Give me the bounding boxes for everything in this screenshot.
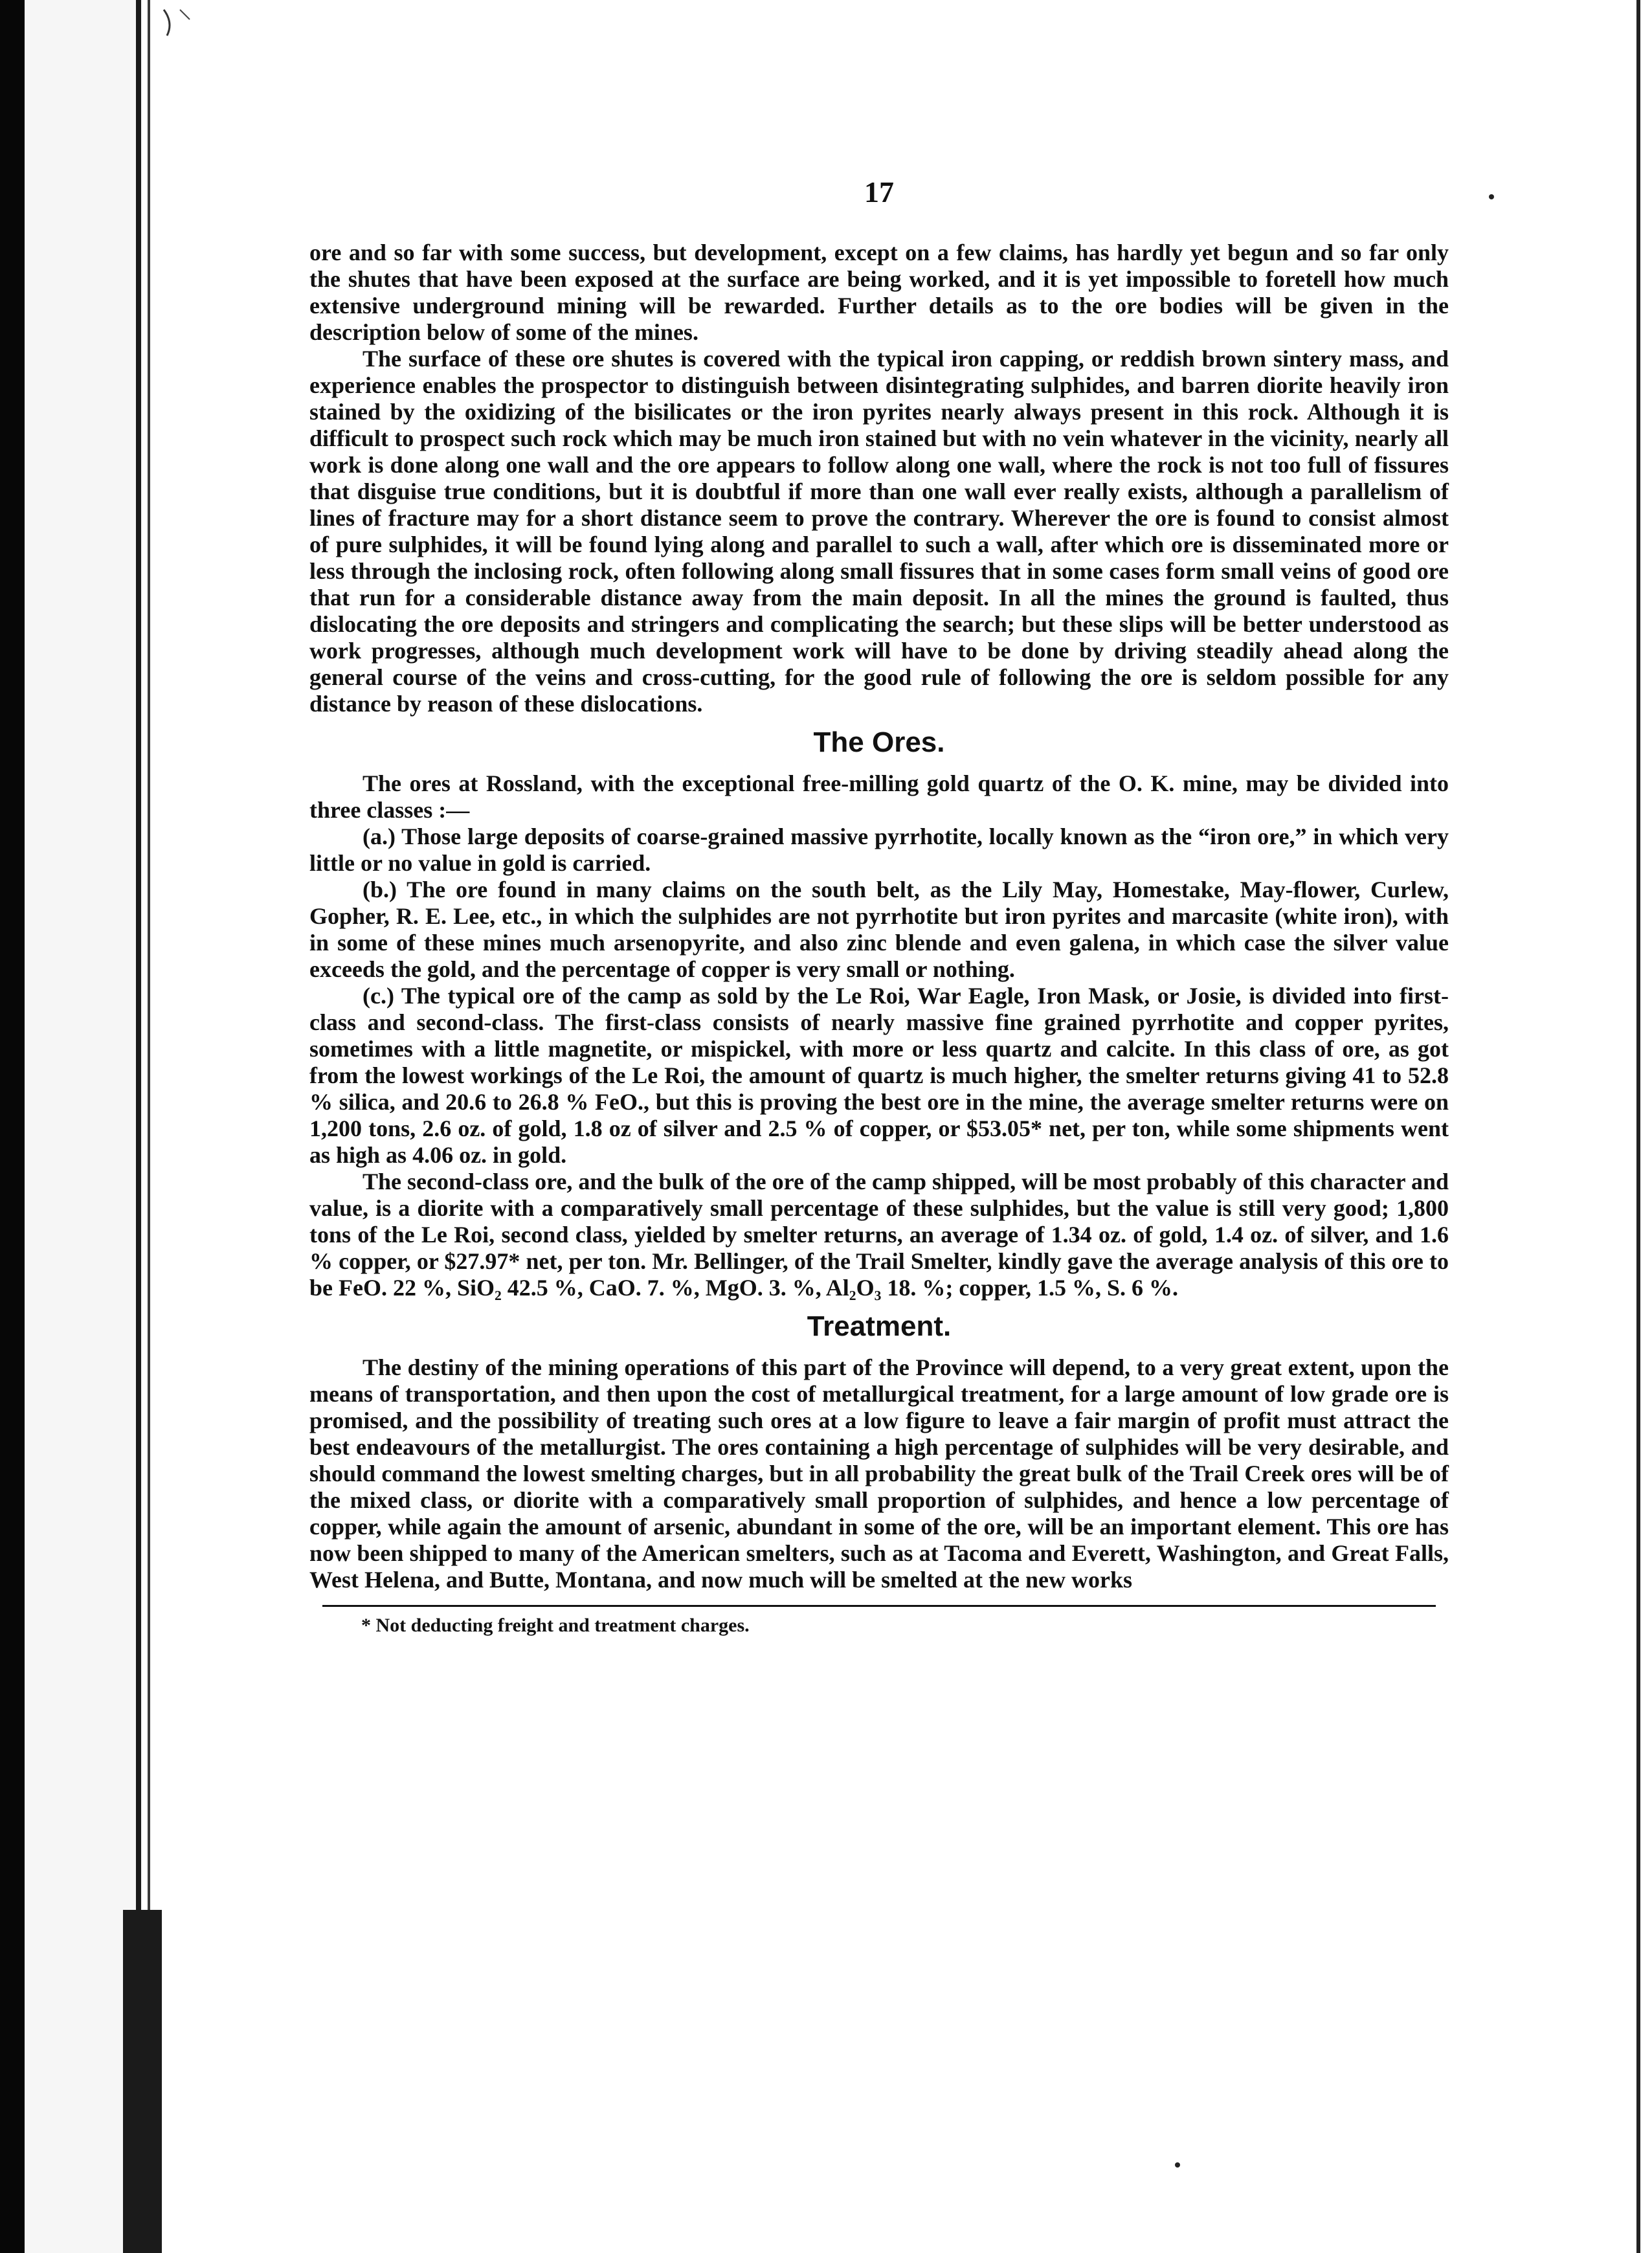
paragraph: (c.) The typical ore of the camp as sold by the Le Roi, War Eagle, Iron Mask, or Josie, is divided into first-class and second-class. The first-class consists of nearly massive fine grained pyrrhotite and copper pyrites, sometimes with a little magnetite, or mispickel, with more or less quartz and calcite. In this class of ore, as got from the lowest workings of the Le Roi, the amount of quartz is much higher, the smelter returns giving 41 to 52.8 % silica, and 20.6 to 26.8 % FeO., but this is proving the best ore in the mine, the average smelter returns were on 1,200 tons, 2.6 oz. of gold, 1.8 oz of silver and 2.5 % of copper, or $53.05* net, per ton, while some shipments went as high as 4.06 oz. in gold. [309,983,1449,1168]
left-dark-edge [0,0,25,2253]
page-body [309,175,1449,1637]
footnote-rule [322,1605,1436,1607]
paragraph: (a.) Those large deposits of coarse-grained massive pyrrhotite, locally known as the “iron ore,” in which very little or no value in gold is carried. [309,824,1449,876]
scan-mark-icon [161,6,199,39]
binding-shadow [123,1910,162,2253]
footnote: * Not deducting freight and treatment charges. [361,1615,750,1636]
page-number: 17 [864,175,894,208]
paragraph: The destiny of the mining operations of this part of the Province will depend, to a very great extent, upon the means of transportation, and then upon the cost of metallurgical treatment, for a large amount of low grade ore is promised, and the possibility of treating such ores at a low figure to leave a fair margin of profit must attract the best endeavours of the metallurgist. The ores containing a high percentage of sulphides will be very desirable, and should command the lowest smelting charges, but in all probability the great bulk of the Trail Creek ores will be of the mixed class, or diorite with a comparatively small proportion of sulphides, and hence a low percentage of copper, while again the amount of arsenic, abundant in some of the ore, will be an important element. This ore has now been shipped to many of the American smelters, such as at Tacoma and Everett, Washington, and Great Falls, West Helena, and Butte, Montana, and now much will be smelted at the new works [309,1354,1449,1593]
scan-speck [1175,2162,1180,2168]
section-heading-treatment: Treatment. [807,1310,952,1342]
paragraph: The ores at Rossland, with the exceptional free-milling gold quartz of the O. K. mine, may be divided into three classes :— [309,770,1449,823]
paragraph: (b.) The ore found in many claims on the south belt, as the Lily May, Homestake, May-flower, Curlew, Gopher, R. E. Lee, etc., in which the sulphides are not pyrrhotite but iron pyrites and marcasite (white iron), with in some of these mines much arsenopyrite, and also zinc blende and even galena, in which case the silver value exceeds the gold, and the percentage of copper is very small or nothing. [309,877,1449,982]
scan-speck [1489,194,1494,199]
paragraph: The surface of these ore shutes is covered with the typical iron capping, or reddish brown sintery mass, and experience enables the prospector to distinguish between disintegrating sulphides, and barren diorite heavily iron stained by the oxidizing of the bisilicates or the iron pyrites nearly always present in this rock. Although it is difficult to prospect such rock which may be much iron stained but with no vein whatever in the vicinity, nearly all work is done along one wall and the ore appears to follow along one wall, where the rock is not too full of fissures that disguise true conditions, but it is doubtful if more than one wall ever really exists, although a parallelism of lines of fracture may for a short distance seem to prove the contrary. Wherever the ore is found to consist almost of pure sulphides, it will be found lying along and parallel to such a wall, after which ore is disseminated more or less through the inclosing rock, often following along small fissures that in some cases form small veins of good ore that run for a considerable distance away from the main deposit. In all the mines the ground is faulted, thus dislocating the ore deposits and stringers and complicating the search; but these slips will be better understood as work progresses, although much development work will have to be done by driving steadily ahead along the general course of the veins and cross-cutting, for the good rule of following the ore is seldom possible for any distance by reason of these dislocations. [309,346,1449,717]
paragraph: The second-class ore, and the bulk of the ore of the camp shipped, will be most probably of this character and value, is a diorite with a comparatively small percentage of these sulphides, but the value is still very good; 1,800 tons of the Le Roi, second class, yielded by smelter returns, an average of 1.34 oz. of gold, 1.4 oz. of silver, and 1.6 % copper, or $27.97* net, per ton. Mr. Bellinger, of the Trail Smelter, kindly gave the average analysis of this ore to be FeO. 22 %, SiO₂ 42.5 %, CaO. 7. %, MgO. 3. %, Al₂O₃ 18. %; copper, 1.5 %, S. 6 %. [309,1169,1449,1301]
right-edge-line [1636,0,1640,2253]
paragraph: ore and so far with some success, but development, except on a few claims, has hardly yet begun and so far only the shutes that have been exposed at the surface are being worked, and it is yet impossible to foretell how much extensive underground mining will be rewarded. Further details as to the ore bodies will be given in the description below of some of the mines. [309,240,1449,345]
section-heading-ores: The Ores. [813,726,945,758]
